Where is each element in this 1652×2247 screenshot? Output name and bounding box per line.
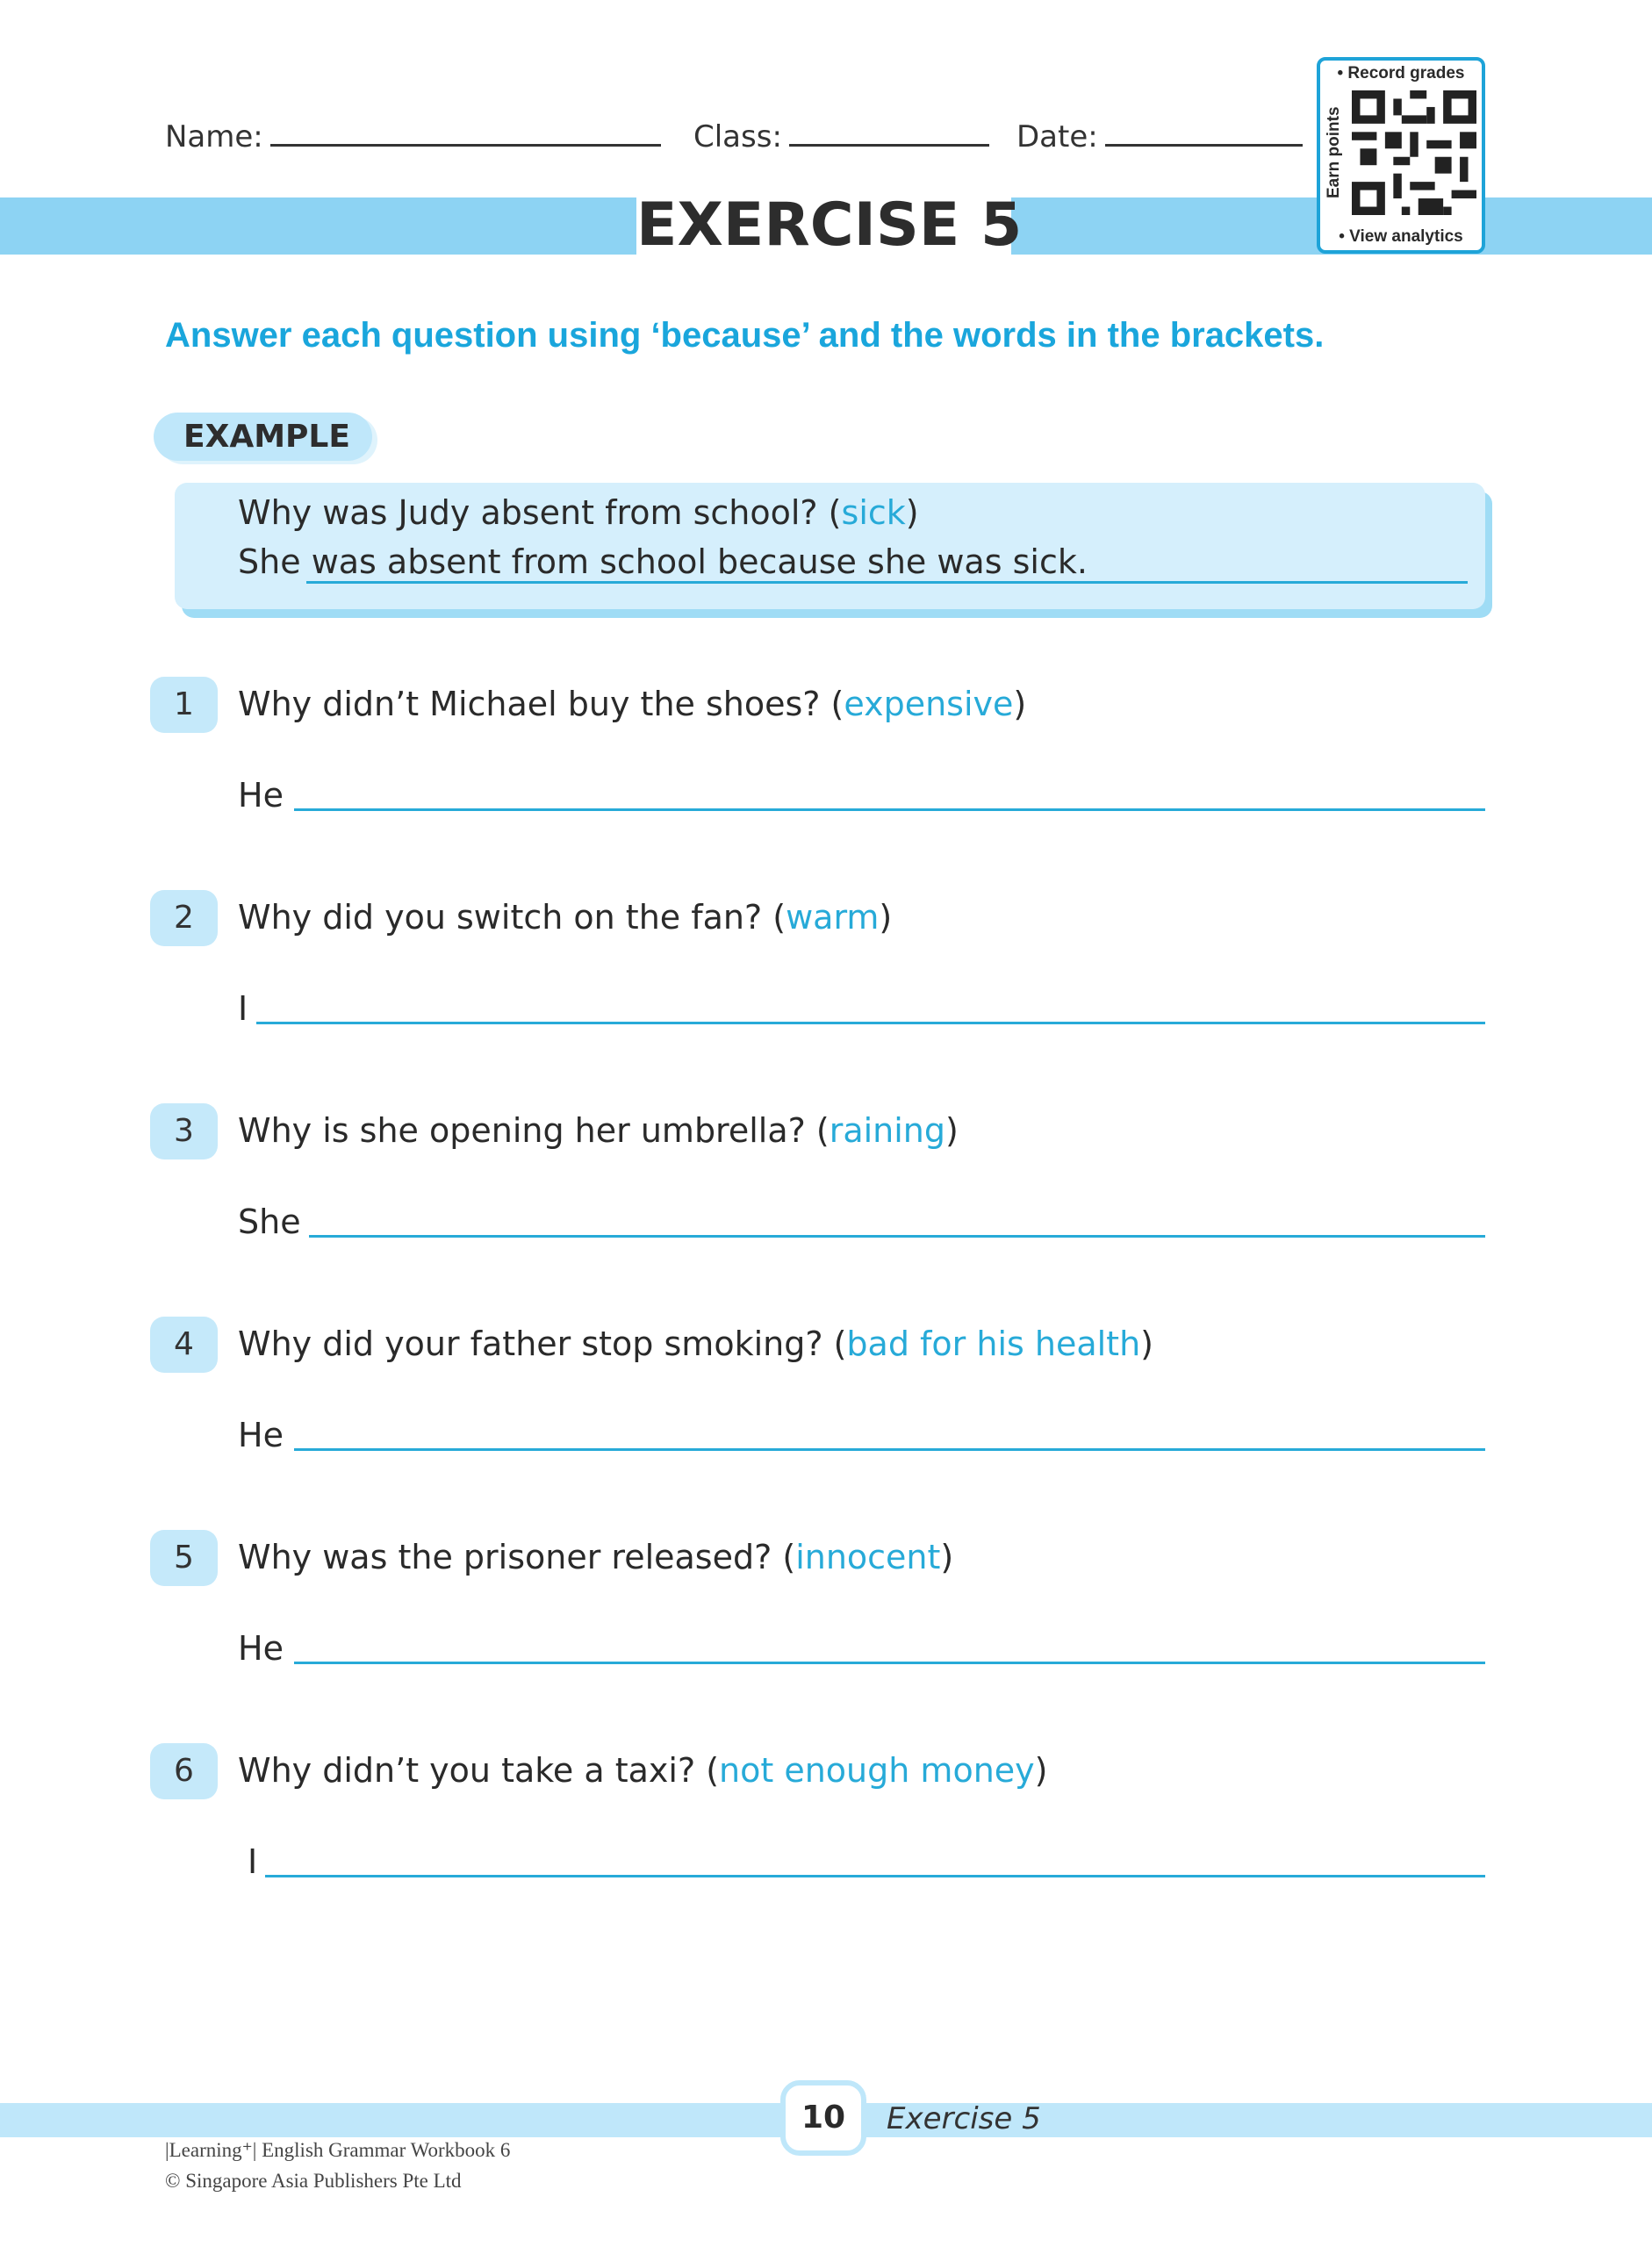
- question-text: [238, 1324, 1153, 1364]
- answer-starter: I: [248, 1842, 258, 1881]
- date-field[interactable]: [1016, 119, 1303, 154]
- example-question-text: Why was Judy absent from school? (: [238, 493, 842, 532]
- question-number-badge: 4: [150, 1317, 218, 1373]
- answer-line[interactable]: [294, 808, 1485, 811]
- question-number-badge: 3: [150, 1103, 218, 1159]
- question-text: [238, 897, 892, 937]
- question-number-badge: 5: [150, 1530, 218, 1586]
- question-prompt: Why didn’t you take a taxi? (: [238, 1751, 720, 1790]
- qr-pattern-icon: [1352, 90, 1476, 215]
- question-prompt: Why was the prisoner released? (: [238, 1538, 796, 1576]
- answer-line[interactable]: [294, 1662, 1485, 1664]
- question-keyword: expensive: [844, 685, 1014, 723]
- question-text: [238, 1110, 959, 1151]
- instruction: Answer each question using ‘because’ and the words in the brackets.: [165, 316, 1325, 355]
- page-title: EXERCISE 5: [636, 186, 1011, 265]
- date-label: Date:: [1016, 119, 1098, 154]
- question-keyword: innocent: [795, 1538, 941, 1576]
- qr-code[interactable]: [1317, 57, 1485, 254]
- question-prompt: Why is she opening her umbrella? (: [238, 1111, 830, 1150]
- question-prompt: Why didn’t Michael buy the shoes? (: [238, 685, 844, 723]
- answer-starter: He: [238, 1416, 284, 1454]
- qr-label-bottom: • View analytics: [1339, 227, 1463, 246]
- answer-line[interactable]: [256, 1022, 1485, 1024]
- answer-starter: He: [238, 776, 284, 815]
- question-keyword: raining: [829, 1111, 946, 1150]
- answer-line[interactable]: [265, 1875, 1485, 1877]
- footer-copyright: © Singapore Asia Publishers Pte Ltd: [165, 2170, 462, 2192]
- class-field[interactable]: [693, 119, 989, 154]
- answer-starter: I: [238, 989, 248, 1028]
- question-text: [238, 1537, 953, 1577]
- question-text: [238, 1750, 1047, 1791]
- question-prompt: Why did you switch on the fan? (: [238, 898, 786, 937]
- question-prompt: Why did your father stop smoking? (: [238, 1325, 847, 1363]
- question-close-bracket: ): [940, 1538, 954, 1576]
- example-question: [238, 493, 919, 533]
- question-keyword: warm: [786, 898, 880, 937]
- example-answer: [238, 542, 1088, 582]
- class-blank[interactable]: [789, 144, 989, 147]
- qr-label-side: Earn points: [1325, 106, 1343, 199]
- example-keyword: sick: [841, 493, 906, 532]
- question-close-bracket: ): [1013, 685, 1027, 723]
- question-number-badge: 1: [150, 677, 218, 733]
- qr-label-top: • Record grades: [1337, 64, 1465, 83]
- example-answer-text: was absent from school because she was sick.: [311, 542, 1088, 581]
- answer-line[interactable]: [309, 1235, 1485, 1238]
- question-close-bracket: ): [879, 898, 893, 937]
- question-close-bracket: ): [1140, 1325, 1153, 1363]
- example-close-bracket: ): [905, 493, 919, 532]
- footer-book: |Learning⁺| English Grammar Workbook 6: [165, 2139, 511, 2161]
- page-number: 10: [780, 2080, 866, 2156]
- question-keyword: bad for his health: [846, 1325, 1141, 1363]
- answer-starter: He: [238, 1629, 284, 1668]
- question-close-bracket: ): [945, 1111, 959, 1150]
- answer-line[interactable]: [294, 1448, 1485, 1451]
- example-answer-line: [306, 581, 1468, 584]
- name-blank[interactable]: [270, 144, 661, 147]
- name-field[interactable]: [165, 119, 661, 154]
- question-keyword: not enough money: [719, 1751, 1035, 1790]
- footer-section: Exercise 5: [887, 2101, 1041, 2136]
- example-label: EXAMPLE: [154, 413, 372, 461]
- question-number-badge: 6: [150, 1743, 218, 1799]
- question-number-badge: 2: [150, 890, 218, 946]
- date-blank[interactable]: [1105, 144, 1303, 147]
- example-answer-start: She: [238, 542, 301, 581]
- answer-starter: She: [238, 1202, 301, 1241]
- class-label: Class:: [693, 119, 782, 154]
- question-text: [238, 684, 1026, 724]
- name-label: Name:: [165, 119, 263, 154]
- example-box: [175, 483, 1485, 609]
- question-close-bracket: ): [1034, 1751, 1048, 1790]
